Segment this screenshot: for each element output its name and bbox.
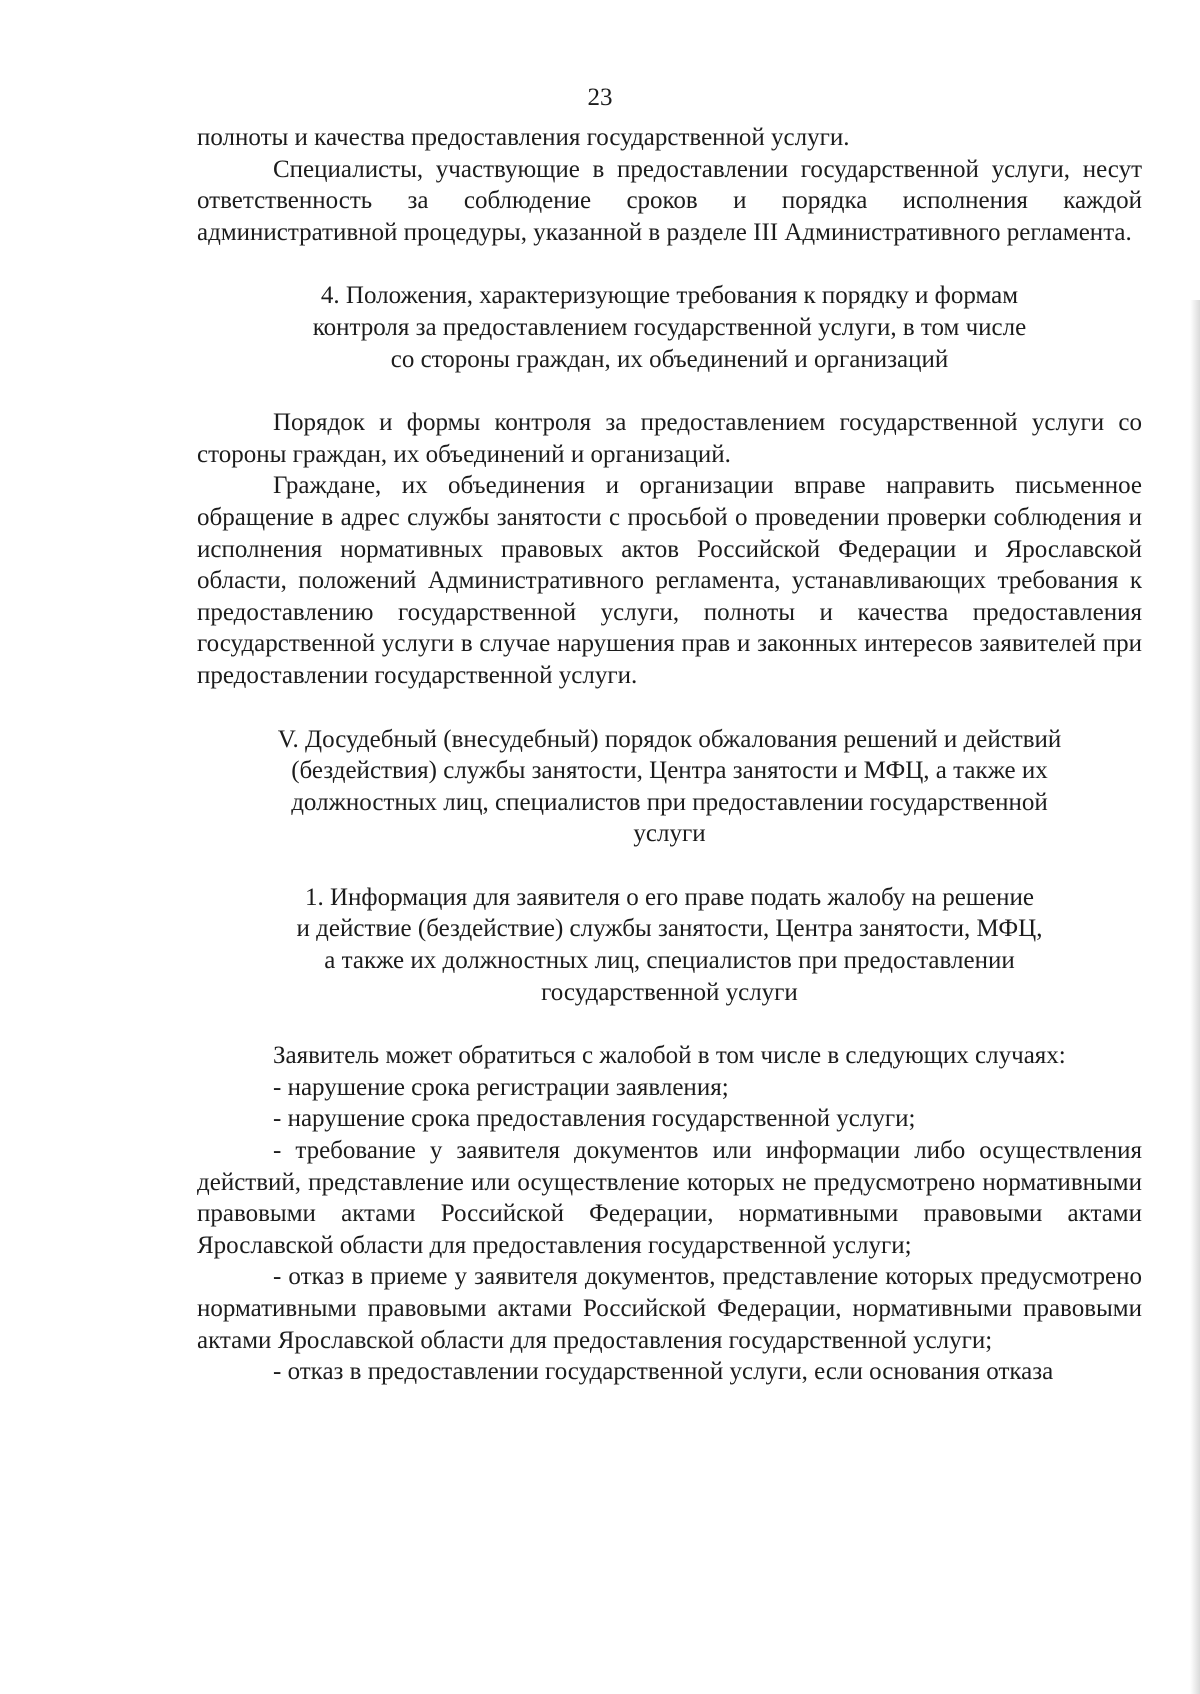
heading-line: (бездействия) службы занятости, Центра занятости и МФЦ, а также их xyxy=(291,757,1048,785)
document-body xyxy=(197,122,1142,1388)
heading-line: и действие (бездействие) службы занятости, Центра занятости, МФЦ, xyxy=(296,915,1043,943)
paragraph-citizens-appeal: Граждане, их объединения и организации вправе направить письменное обращение в адрес службы занятости с просьбой о проведении проверки соблюдения и исполнения нормативных правовых актов Российской Федерации и Ярославской области, положений Административного регламента, устанавливающих требования к предоставлению государственной услуги, полноты и качества предоставления государственной услуги в случае нарушения прав и законных интересов заявителей при предоставлении государственной услуги. xyxy=(197,472,1142,689)
heading-line: а также их должностных лиц, специалистов при предоставлении xyxy=(324,947,1015,975)
heading-line: государственной услуги xyxy=(541,978,798,1006)
list-item: - отказ в приеме у заявителя документов, представление которых предусмотрено нормативными правовыми актами Российской Федерации, нормативными правовыми актами Ярославской области для предоставления государственной услуги; xyxy=(197,1263,1142,1354)
heading-line: со стороны граждан, их объединений и организаций xyxy=(390,345,949,373)
heading-line: услуги xyxy=(633,820,706,848)
scan-edge-shadow xyxy=(1190,300,1200,1694)
chapter-heading-appeal-procedure xyxy=(197,724,1142,850)
list-item: - отказ в предоставлении государственной услуги, если основания отказа xyxy=(273,1358,1054,1386)
heading-line: должностных лиц, специалистов при предоставлении государственной xyxy=(291,788,1048,816)
heading-line: контроля за предоставлением государственной услуги, в том числе xyxy=(312,313,1027,341)
paragraph-complaint-cases: Заявитель может обратиться с жалобой в том числе в следующих случаях: xyxy=(273,1042,1066,1070)
paragraph-continuation: полноты и качества предоставления государственной услуги. xyxy=(197,124,850,151)
section-heading-complaint-info xyxy=(197,882,1142,1008)
list-item: - требование у заявителя документов или информации либо осуществления действий, представление или осуществление которых не предусмотрено нормативными правовыми актами Российской Федерации, нормативными правовыми актами Ярославской области для предоставления государственной услуги; xyxy=(197,1137,1142,1259)
list-item: - нарушение срока регистрации заявления; xyxy=(273,1073,729,1101)
heading-line: 1. Информация для заявителя о его праве подать жалобу на решение xyxy=(304,883,1035,911)
section-heading-control xyxy=(197,280,1142,375)
paragraph-control-forms: Порядок и формы контроля за предоставлением государственной услуги со стороны граждан, их объединений и организаций. xyxy=(197,409,1142,468)
list-item: - нарушение срока предоставления государственной услуги; xyxy=(273,1105,916,1133)
paragraph-specialists-responsibility: Специалисты, участвующие в предоставлении государственной услуги, несут ответственность за соблюдение сроков и порядка исполнения каждой административной процедуры, указанной в разделе III Административного регламента. xyxy=(197,155,1142,246)
heading-line: V. Досудебный (внесудебный) порядок обжалования решений и действий xyxy=(277,725,1062,753)
page-number: 23 xyxy=(587,84,613,111)
heading-line: 4. Положения, характеризующие требования к порядку и формам xyxy=(320,282,1019,310)
